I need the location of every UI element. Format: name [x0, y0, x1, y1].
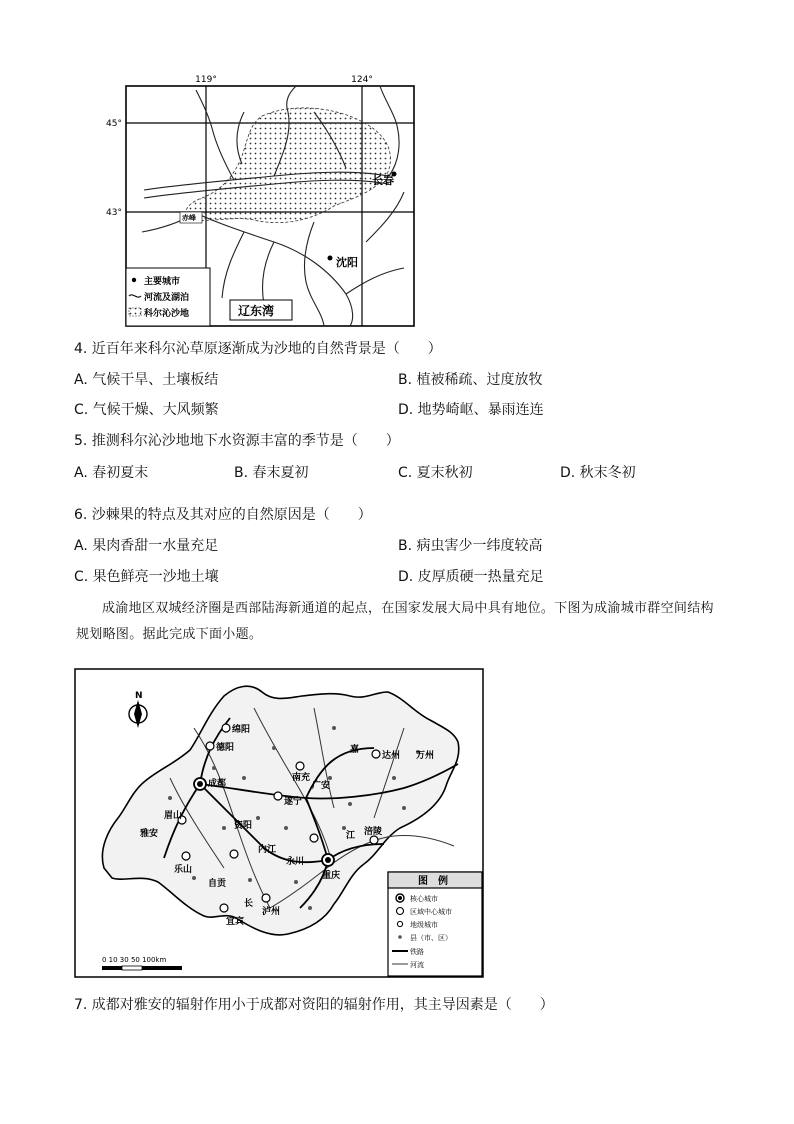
liaodong-bay-label: 辽东湾 — [238, 304, 275, 318]
q6-option-d[interactable]: D. 皮厚质硬一热量充足 — [398, 569, 544, 585]
lon-label-119: 119° — [195, 75, 217, 85]
city-meishan-label: 眉山 — [164, 811, 183, 821]
q5-option-b[interactable]: B. 春末夏初 — [234, 465, 309, 481]
legend-sand-icon — [129, 308, 141, 316]
q5-option-a[interactable]: A. 春初夏末 — [74, 465, 149, 481]
legend-river-label: 河流 — [410, 961, 424, 969]
city-wanzhou-label: 万州 — [416, 751, 435, 761]
city-nanchong-label: 南充 — [292, 773, 311, 783]
city-chengdu-label: 成都 — [208, 779, 227, 789]
passage-intro: 成渝地区双城经济圈是西部陆海新通道的起点，在国家发展大局中具有地位。下图为成渝城市群空间结构规划略图。据此完成下面小题。 — [76, 601, 714, 642]
q6-option-a[interactable]: A. 果肉香甜一水量充足 — [74, 538, 219, 554]
city-yibin-label: 宜宾 — [226, 917, 245, 927]
city-shenyang-label: 沈阳 — [336, 256, 358, 269]
legend-river-label: 河流及湖泊 — [144, 293, 190, 303]
q6-stem: 6. 沙棘果的特点及其对应的自然原因是（ ） — [74, 507, 372, 523]
lat-label-43: 43° — [106, 208, 122, 218]
q4-option-b[interactable]: B. 植被稀疏、过度放牧 — [398, 372, 543, 388]
legend-regional-center-icon — [397, 908, 404, 915]
city-chongqing-label: 重庆 — [322, 871, 341, 881]
city-jiang-label: 江 — [346, 831, 356, 841]
city-neijiang-label: 内江 — [258, 845, 277, 855]
horqin-map — [84, 72, 420, 330]
city-fuling-label: 涪陵 — [364, 827, 383, 837]
city-jia-label: 嘉 — [350, 745, 360, 755]
map2-legend — [388, 872, 482, 976]
legend-city-label: 主要城市 — [144, 277, 181, 287]
city-zigong-label: 自贡 — [208, 879, 227, 889]
legend-railway-label: 铁路 — [410, 948, 424, 956]
city-chifeng-label: 赤峰 — [182, 214, 196, 222]
chengyu-map-svg — [74, 668, 486, 980]
q4-stem: 4. 近百年来科尔沁草原逐渐成为沙地的自然背景是（ ） — [74, 341, 442, 357]
q7-stem: 7. 成都对雅安的辐射作用小于成都对资阳的辐射作用，其主导因素是（ ） — [74, 997, 554, 1013]
lon-label-124: 124° — [351, 75, 373, 85]
lat-label-45: 45° — [106, 119, 122, 129]
city-ziyang-label: 资阳 — [234, 821, 253, 831]
horqin-map-svg — [84, 72, 420, 330]
legend-county-label: 县（市、区） — [410, 934, 452, 942]
city-guangan-label: 广安 — [312, 781, 331, 791]
chengyu-map — [74, 668, 486, 980]
city-yaan-label: 雅安 — [140, 829, 159, 839]
legend-regional-center-label: 区域中心城市 — [410, 908, 452, 916]
legend-prefecture-label: 地级城市 — [410, 921, 438, 929]
city-shenyang-marker — [328, 256, 333, 261]
q5-option-c[interactable]: C. 夏末秋初 — [398, 465, 473, 481]
q5-option-d[interactable]: D. 秋末冬初 — [560, 465, 636, 481]
q4-option-a[interactable]: A. 气候干旱、土壤板结 — [74, 372, 219, 388]
map1-legend — [126, 268, 210, 326]
city-chang-label: 长 — [244, 899, 254, 909]
legend-core-city-label: 核心城市 — [410, 895, 438, 903]
city-deyang-label: 德阳 — [216, 743, 235, 753]
legend-county-icon — [398, 935, 402, 939]
q4-option-d[interactable]: D. 地势崎岖、暴雨连连 — [398, 402, 544, 418]
q5-stem: 5. 推测科尔沁沙地地下水资源丰富的季节是（ ） — [74, 433, 400, 449]
city-mianyang-label: 绵阳 — [232, 725, 251, 735]
scale-label: 0 10 30 50 100km — [102, 956, 167, 964]
city-changchun-label: 长春 — [372, 174, 394, 187]
city-yongchuan-label: 永川 — [286, 857, 305, 867]
q6-option-b[interactable]: B. 病虫害少一纬度较高 — [398, 538, 543, 554]
north-label: N — [135, 691, 143, 701]
legend-sand-label: 科尔沁沙地 — [144, 309, 190, 319]
city-luzhou-label: 泸州 — [262, 907, 281, 917]
legend-city-icon — [132, 278, 136, 282]
q6-option-c[interactable]: C. 果色鲜亮一沙地土壤 — [74, 569, 219, 585]
city-dazhou-label: 达州 — [382, 751, 401, 761]
legend-prefecture-icon — [397, 921, 402, 926]
legend-title: 图 例 — [418, 876, 448, 887]
city-suining-label: 遂宁 — [284, 797, 303, 807]
q4-option-c[interactable]: C. 气候干燥、大风频繁 — [74, 402, 219, 418]
city-leshan-label: 乐山 — [174, 865, 193, 875]
